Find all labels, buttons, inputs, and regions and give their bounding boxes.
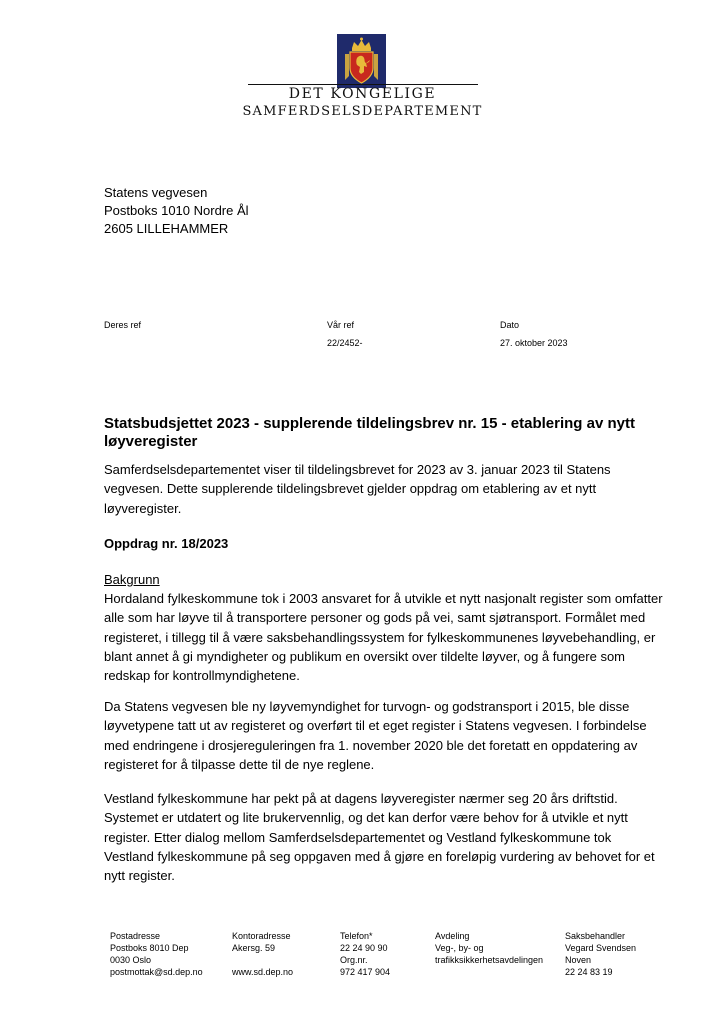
footer-office-column bbox=[232, 930, 293, 978]
footer-department-line1: Veg-, by- og bbox=[435, 943, 484, 953]
recipient-city: 2605 LILLEHAMMER bbox=[104, 221, 229, 236]
background-paragraph-1: Hordaland fylkeskommune tok i 2003 ansvaret for å utvikle et nytt nasjonalt register som omfatter alle som har løyve til å transportere personer og gods på vei, samt sjøtransport. Formålet med registeret, i tillegg til å være saksbehandlingssystem for fylkeskommunenes løyvebehandling, er blant annet å gi myndigheter og publikum en oversikt over tildelte løyver, og å fungere som redskap for kontrollmyndighetene. bbox=[104, 591, 663, 684]
footer-website: www.sd.dep.no bbox=[232, 967, 294, 977]
var-ref-label: Vår ref bbox=[327, 320, 355, 330]
footer-office-street: Akersg. 59 bbox=[232, 943, 276, 953]
footer-caseworker-surname: Noven bbox=[565, 955, 592, 965]
date-label: Dato bbox=[500, 320, 520, 330]
footer-phone: 22 24 90 90 bbox=[340, 943, 388, 953]
footer-phone-column bbox=[340, 930, 390, 978]
letter-title: Statsbudsjettet 2023 - supplerende tildelingsbrev nr. 15 - etablering av nytt løyveregister bbox=[104, 415, 635, 450]
footer-department-label: Avdeling bbox=[435, 931, 470, 941]
footer-caseworker-name: Vegard Svendsen bbox=[565, 943, 637, 953]
logo-text-line2: SAMFERDSELSDEPARTEMENT bbox=[242, 104, 483, 119]
footer-caseworker-label: Saksbehandler bbox=[565, 931, 626, 941]
recipient-name: Statens vegvesen bbox=[104, 185, 208, 200]
footer-postal-city: 0030 Oslo bbox=[110, 955, 152, 965]
background-paragraph-3: Vestland fylkeskommune har pekt på at dagens løyveregister nærmer seg 20 års driftstid. Systemet er utdatert og lite brukervennlig, og det kan derfor være behov for å utvikle et nytt register. Etter dialog mellom Samferdselsdepartementet og Vestland fylkeskommune tok Vestland fylkeskommune på seg oppgaven med å gjøre en foreløpig vurdering av behovet for et nytt register. bbox=[104, 791, 655, 884]
var-ref-value: 22/2452- bbox=[327, 338, 363, 348]
letter-footer bbox=[0, 930, 725, 980]
footer-department-blank bbox=[435, 966, 543, 978]
footer-postal-column bbox=[110, 930, 203, 978]
coat-of-arms-icon bbox=[337, 34, 386, 88]
date-value: 27. oktober 2023 bbox=[500, 338, 568, 348]
footer-office-blank bbox=[232, 954, 293, 966]
footer-orgnr-label: Org.nr. bbox=[340, 955, 368, 965]
footer-caseworker-phone: 22 24 83 19 bbox=[565, 967, 613, 977]
recipient-address: Postboks 1010 Nordre Ål bbox=[104, 203, 249, 218]
logo-text-line1: DET KONGELIGE bbox=[288, 86, 437, 102]
footer-department-line2: trafikksikkerhetsavdelingen bbox=[435, 955, 544, 965]
footer-orgnr: 972 417 904 bbox=[340, 967, 391, 977]
background-heading: Bakgrunn bbox=[104, 572, 160, 587]
deres-ref-label: Deres ref bbox=[104, 320, 142, 330]
footer-postal-label: Postadresse bbox=[110, 931, 161, 941]
assignment-number: Oppdrag nr. 18/2023 bbox=[104, 536, 229, 551]
logo-divider bbox=[248, 84, 478, 85]
intro-paragraph: Samferdselsdepartementet viser til tildelingsbrevet for 2023 av 3. januar 2023 til Statens vegvesen. Dette supplerende tildelingsbrevet gjelder oppdrag om etablering av et nytt løyveregister. bbox=[104, 462, 611, 516]
footer-email: postmottak@sd.dep.no bbox=[110, 967, 203, 977]
footer-department-column bbox=[435, 930, 543, 978]
footer-postal-box: Postboks 8010 Dep bbox=[110, 943, 189, 953]
footer-office-label: Kontoradresse bbox=[232, 931, 291, 941]
footer-caseworker-column bbox=[565, 930, 636, 978]
footer-phone-label: Telefon* bbox=[340, 931, 373, 941]
background-paragraph-2: Da Statens vegvesen ble ny løyvemyndighet for turvogn- og godstransport i 2015, ble disse løyvetypene tatt ut av registeret og overført til et eget register i Statens vegvesen. I forbindelse med endringene i drosjereguleringen fra 1. november 2020 ble det foretatt en oppdatering av registeret for å tilpasse dette til de nye reglene. bbox=[104, 699, 647, 772]
